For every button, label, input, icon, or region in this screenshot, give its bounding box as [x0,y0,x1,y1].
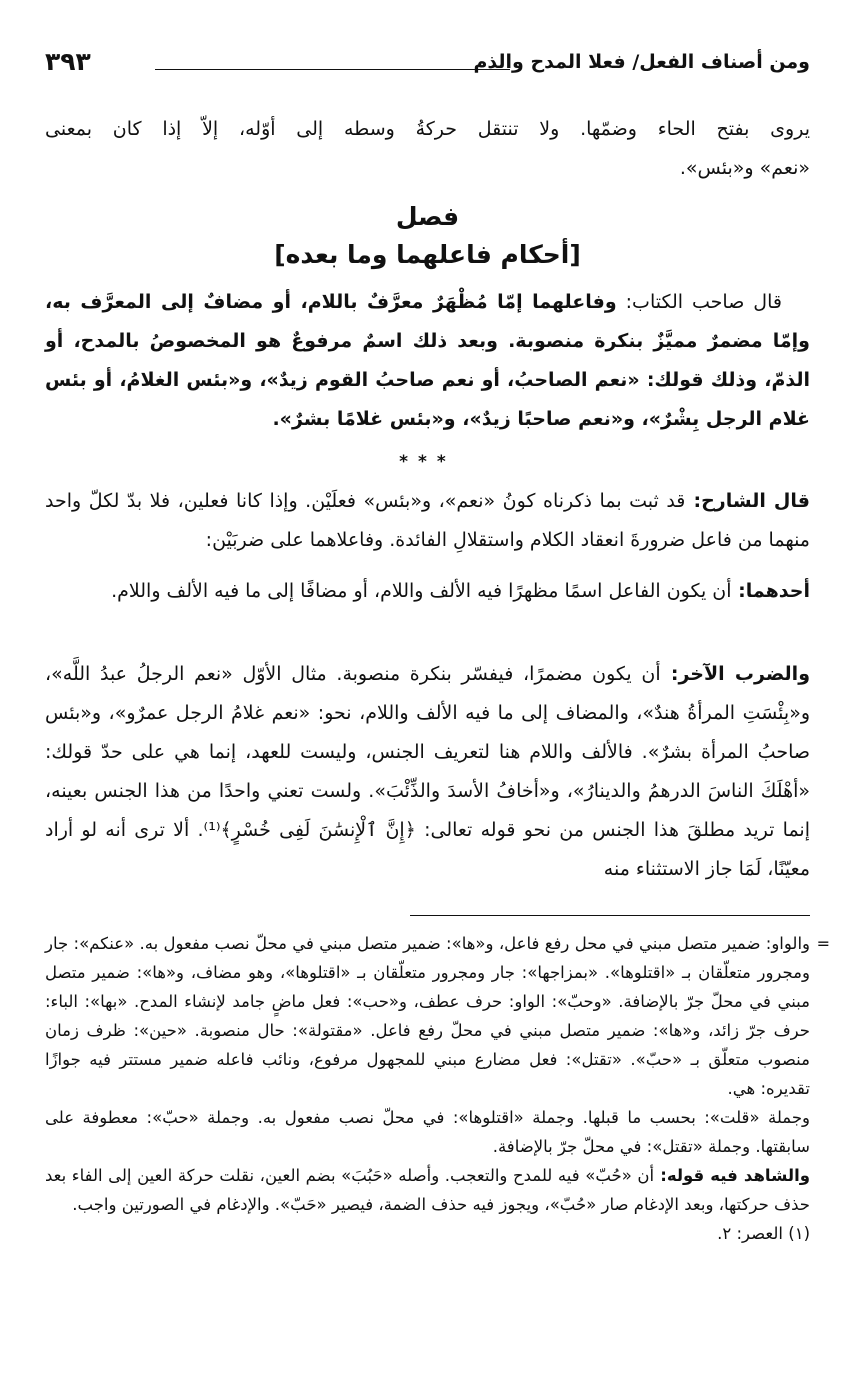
running-head [45,42,810,82]
footnote-grammar: والواو: ضمير متصل مبني في محل رفع فاعل، و«ها»: ضمير متصل مبني في محلّ نصب مفعول به. «عنكم»: جار ومجرور متعلّقان بـ «اقتلوها». «بمزاجها»: جار ومجرور متعلّقان بـ «اقتلوها»، وهو مضاف، و«ها»: ضمير متصل مبني في محلّ جرّ بالإضافة. «وحبّ»: الواو: حرف عطف، و«حب»: فعل ماضٍ جامد لإنشاء المدح. «بها»: الباء: حرف جرّ زائد، و«ها»: ضمير متصل مبني في محلّ رفع فاعل. «مقتولة»: حال منصوبة. «حين»: ظرف زمان منصوب متعلّق بـ «حبّ». «تقتل»: فعل مضارع مبني للمجهول مرفوع، ونائب فاعله ضمير مستتر فيه جوازًا تقديره: هي. [45,934,810,1098]
matn-lead: قال صاحب الكتاب: [616,291,782,313]
footnote-quran-reference: (١) العصر: ٢. [717,1224,810,1243]
intro-line-2: «نعم» و«بئس». [679,157,810,179]
sharh-paragraph-3 [45,655,810,889]
section-separator: *** [399,452,456,472]
footnote-rule [410,915,810,916]
sharh-paragraph-1 [45,482,810,560]
intro-line-1: يروى بفتح الحاء وضمّها. ولا تنتقل حركةُ وسطه إلى أوّله، إلاّ إذا كان بمعنى [45,118,810,140]
footnote-witness: أن «حُبّ» فيه للمدح والتعجب. وأصله «حَبُبَ» بضم العين، نقلت حركة العين إلى الفاء بعد حذف حركتها، وبعد الإدغام صار «حُبّ»، ويجوز فيه حذف الضمة، فيصير «حَبّ». والإدغام في الصورتين واجب. [45,1166,810,1214]
sharh-text-2: أن يكون الفاعل اسمًا مظهرًا فيه الألف واللام، أو مضافًا إلى ما فيه الألف واللام. [111,580,732,602]
sharh-text-3: أن يكون مضمرًا، فيفسّر بنكرة منصوبة. مثال الأوّل «نعم الرجلُ عبدُ اللَّه»، و«بِئْسَتِ المرأةُ هندٌ»، والمضاف إلى ما فيه الألف واللام، نحو: «نعم غلامُ الرجل عمرٌو»، و«بئس صاحبُ المرأة بشرٌ». فالألف واللام هنا لتعريف الجنس، وليست للعهد، إنما هي على حدّ قولك: «أهْلَكَ الناسَ الدرهمُ والدينارُ»، و«أخافُ الأسدَ والذِّئْبَ». ولست تعني واحدًا من هذا الجنس بعينه، إنما تريد مطلقَ هذا الجنس من نحو قوله تعالى: ﴿إِنَّ ٱلْإِنسَٰنَ لَفِى خُسْرٍ﴾⁽¹⁾. ألا ترى أنه لو أراد معيّنًا، لَمَا جاز الاستثناء منه [45,663,810,880]
sharh-lead: قال الشارح: [685,490,810,512]
running-title: ومن أصناف الفعل/ فعلا المدح والذم [473,51,810,73]
footnotes [45,929,830,1248]
continuation-mark: = [816,934,830,953]
first-kind-lead: أحدهما: [731,580,810,602]
footnote-witness-lead: والشاهد فيه قوله: [654,1166,810,1185]
matn-text: وفاعلهما إمّا مُظْهَرٌ معرَّفٌ باللام، أو مضافٌ إلى المعرَّف به، وإمّا مضمرٌ مميَّزٌ بنكرة منصوبة. وبعد ذلك اسمٌ مرفوعٌ هو المخصوصُ بالمدح، أو الذمّ، وذلك قولك: «نعم الصاحبُ، أو نعم صاحبُ القوم زيدٌ»، و«بئس الغلامُ، أو بئس غلام الرجل بِشْرٌ»، و«نعم صاحبًا زيدٌ»، و«بئس غلامًا بشرٌ». [45,291,810,430]
intro-paragraph [45,110,810,188]
section-subtitle: [أحكام فاعلهما وما بعده] [274,240,581,269]
header-rule [155,69,510,70]
matn-paragraph [45,283,810,439]
footnote-sentences: وجملة «قلت»: بحسب ما قبلها. وجملة «اقتلوها»: في محلّ نصب مفعول به. وجملة «حبّ»: معطوفة على سابقتها. وجملة «تقتل»: في محلّ جرّ بالإضافة. [45,1108,810,1156]
sharh-text-1: قد ثبت بما ذكرناه كونُ «نعم»، و«بئس» فعلَيْن. وإذا كانا فعلين، فلا بدّ لكلّ واحد منهما من فاعل ضرورةَ انعقاد الكلام واستقلالِ الفائدة. وفاعلاهما على ضربَيْن: [45,490,810,551]
sharh-paragraph-2 [45,572,810,611]
section-title: فصل [395,202,460,231]
page-number: ٣٩٣ [45,47,91,76]
section-heading [45,198,810,274]
second-kind-lead: والضرب الآخر: [660,663,811,685]
